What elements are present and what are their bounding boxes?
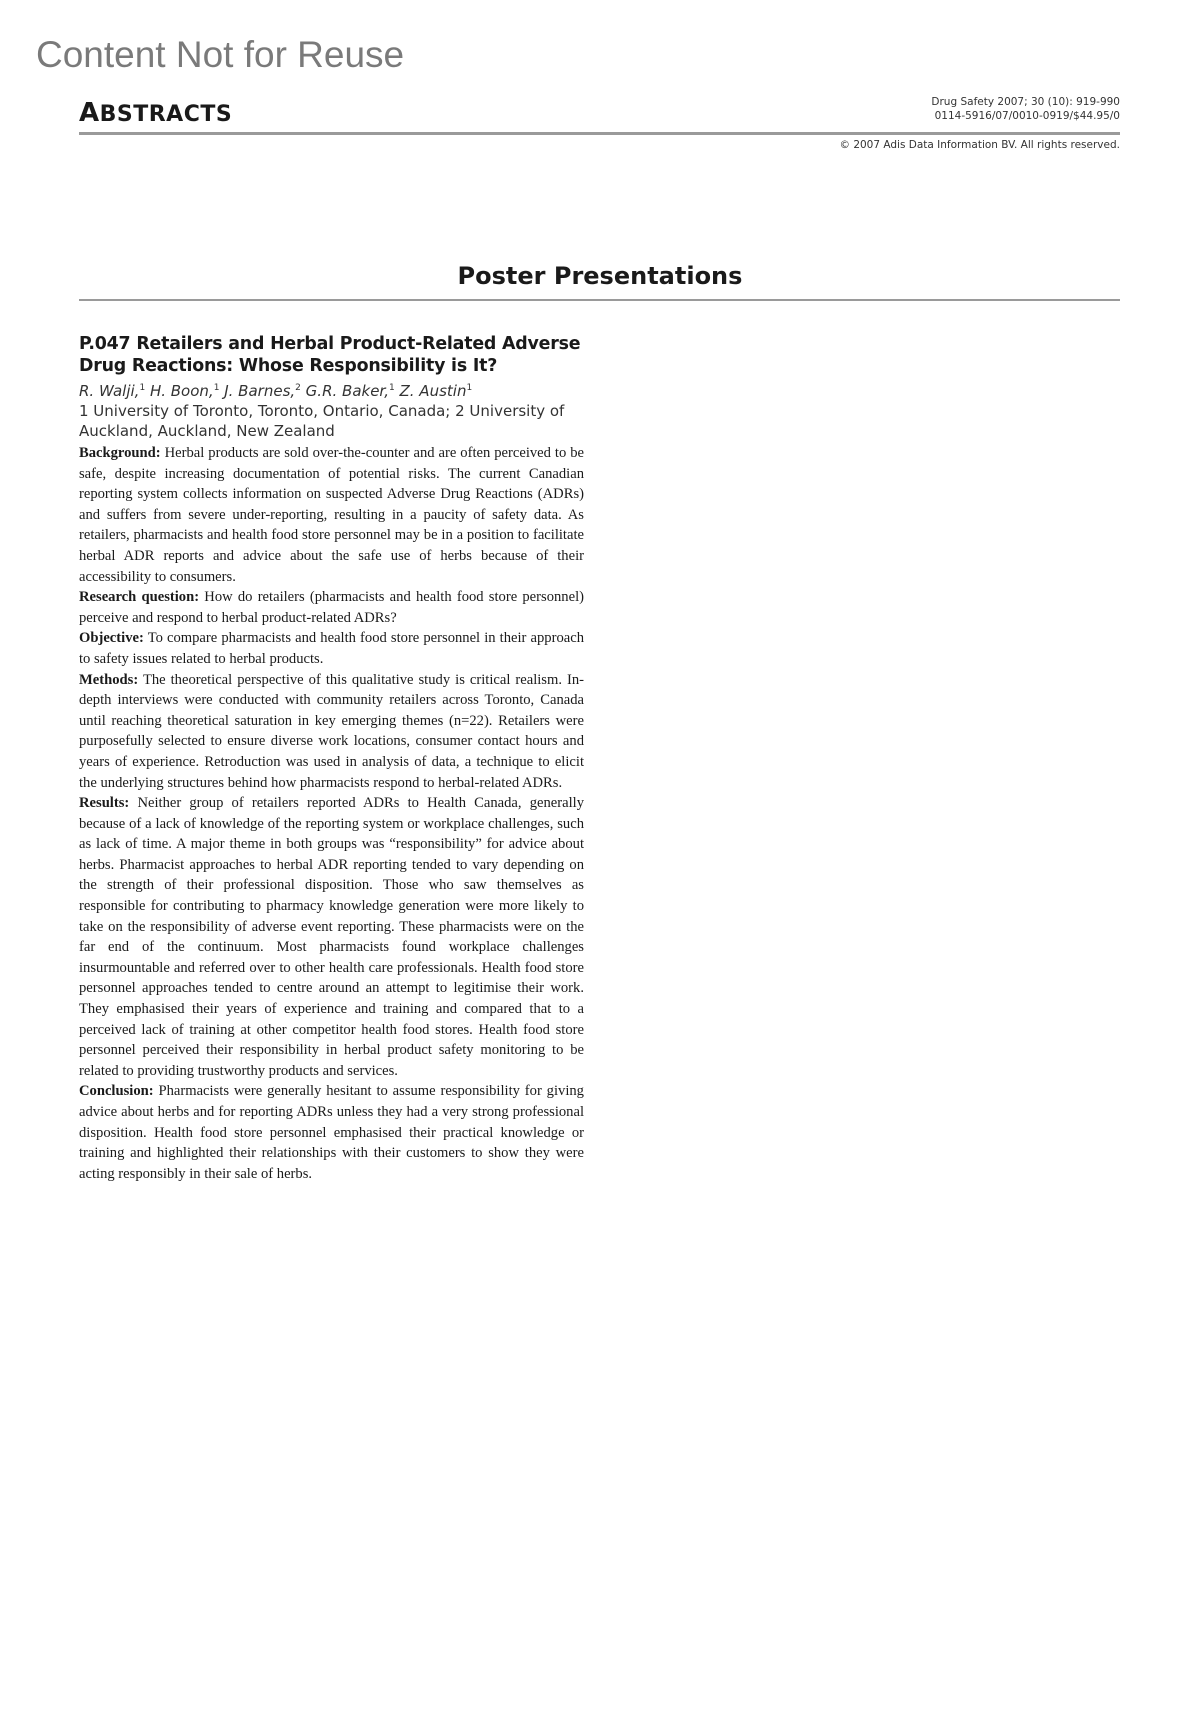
abstract-section-methods <box>79 670 584 794</box>
author-name: H. Boon, <box>149 382 214 400</box>
journal-section-label <box>79 98 232 128</box>
author-affiliation-mark: 1 <box>466 383 473 393</box>
abstract-section-research-question <box>79 587 584 628</box>
abstract-section-objective <box>79 628 584 669</box>
affiliations: 1 University of Toronto, Toronto, Ontario, Canada; 2 University of Auckland, Auckland, New Zealand <box>79 402 565 440</box>
citation-line: Drug Safety 2007; 30 (10): 919-990 <box>931 96 1120 108</box>
abstract-section-conclusion <box>79 1081 584 1184</box>
watermark-text: Content Not for Reuse <box>36 34 405 75</box>
section-title: Poster Presentations <box>457 262 743 290</box>
author-name: G.R. Baker, <box>305 382 389 400</box>
section-heading: Methods: <box>79 671 139 688</box>
section-text: To compare pharmacists and health food store personnel in their approach to safety issues related to herbal products. <box>79 630 584 667</box>
author-name: Z. Austin <box>399 382 467 400</box>
author-affiliation-mark: 1 <box>213 383 220 393</box>
section-text: Herbal products are sold over-the-counter and are often perceived to be safe, despite increasing documentation of potential risks. The current Canadian reporting system collects information on suspected Adverse Drug Reactions (ADRs) and suffers from severe under-reporting, resulting in a paucity of safety data. As retailers, pharmacists and health food store personnel may be in a position to facilitate herbal ADR reports and advice about the safe use of herbs because of their accessibility to consumers. <box>79 445 584 585</box>
section-text: Neither group of retailers reported ADRs to Health Canada, generally because of a lack of knowledge of the reporting system or workplace challenges, such as lack of time. A major theme in both groups was “responsibility” for advice about herbs. Pharmacist approaches to herbal ADR reporting tended to vary depending on the strength of their professional disposition. Those who saw themselves as responsible for contributing to pharmacy knowledge generation were more likely to take on the responsibility of adverse event reporting. These pharmacists were on the far end of the continuum. Most pharmacists found workplace challenges insurmountable and referred over to other health care professionals. Health food store personnel approaches tended to centre around an attempt to legitimise their work. They emphasised their years of experience and training and compared that to a perceived lack of training at other competitor health food stores. Health food store personnel perceived their responsibility in herbal product safety monitoring to be related to providing trustworthy products and services. <box>79 795 584 1079</box>
author-list <box>79 378 584 401</box>
section-heading: Research question: <box>79 589 200 606</box>
author-affiliation-mark: 1 <box>388 383 395 393</box>
citation-line: 0114-5916/07/0010-0919/$44.95/0 <box>934 110 1120 122</box>
abstract-article <box>79 333 584 1184</box>
section-heading: Conclusion: <box>79 1083 154 1100</box>
section-text: Pharmacists were generally hesitant to assume responsibility for giving advice about herbs and for reporting ADRs unless they had a very strong professional disposition. Health food store personnel emphasised their practical knowledge or training and highlighted their relationships with their customers to show they were acting responsibly in their sale of herbs. <box>79 1083 584 1182</box>
section-heading: Results: <box>79 795 130 812</box>
author-name: J. Barnes, <box>224 382 296 400</box>
author-affiliation-mark: 2 <box>295 383 301 393</box>
section-text: How do retailers (pharmacists and health food store personnel) perceive and respond to herbal product-related ADRs? <box>79 589 584 626</box>
author-affiliation-mark: 1 <box>139 383 146 393</box>
section-heading: Background: <box>79 445 161 461</box>
abstract-section-results <box>79 793 584 1081</box>
citation-block <box>931 95 1120 123</box>
section-heading: Objective: <box>79 630 144 647</box>
header-divider <box>79 132 1120 135</box>
section-label-initial: A <box>79 98 100 128</box>
abstract-section-background <box>79 443 584 587</box>
section-divider <box>79 299 1120 301</box>
author-name: R. Walji, <box>79 382 140 400</box>
section-text: The theoretical perspective of this qualitative study is critical realism. In-depth interviews were conducted with community retailers across Toronto, Canada until reaching theoretical saturation in key emerging themes (n=22). Retailers were purposefully selected to ensure diverse work locations, consumer contact hours and years of experience. Retroduction was used in analysis of data, a technique to elicit the underlying structures behind how pharmacists respond to herbal-related ADRs. <box>79 671 585 791</box>
section-label-rest: BSTRACTS <box>99 102 233 127</box>
abstract-title: P.047 Retailers and Herbal Product-Related Adverse Drug Reactions: Whose Responsibility is It? <box>79 334 581 376</box>
copyright-notice: © 2007 Adis Data Information BV. All rights reserved. <box>839 139 1120 151</box>
